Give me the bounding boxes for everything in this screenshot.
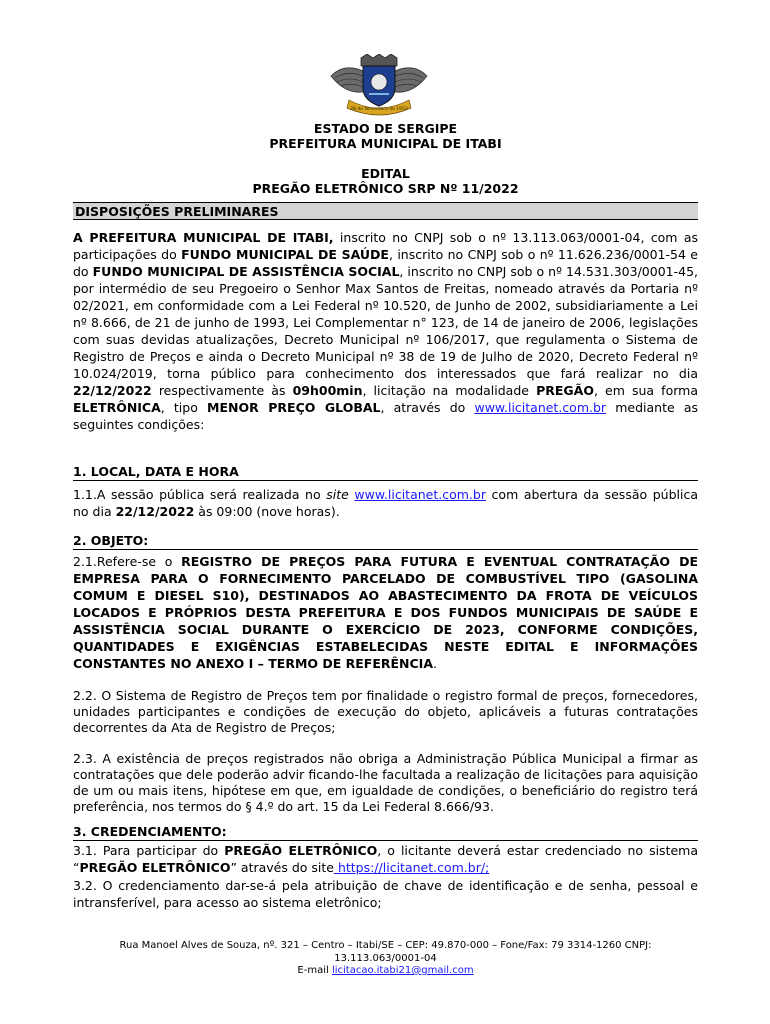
paragraph-2-2: 2.2. O Sistema de Registro de Preços tem por finalidade o registro formal de preços, fornecedores, unidades participantes e condições de execução do objeto, aplicáveis a futuras contratações decorrentes da Ata de Registro de Preços; xyxy=(73,688,698,735)
paragraph-2-3: 2.3. A existência de preços registrados não obriga a Administração Pública Municipal a firmar as contratações que dele poderão advir ficando-lhe facultada a realização de licitações para aquisição de um ou mais itens, hipótese em que, em igualdade de condições, o beneficiário do registro terá preferência, nos termos do § 4.º do art. 15 da Lei Federal 8.666/93. xyxy=(73,751,698,814)
coat-of-arms-icon xyxy=(325,54,433,118)
licitanet-site-link[interactable]: https://licitanet.com.br/; xyxy=(333,860,490,875)
crest-ribbon-text: 28 de Novembro de 1953 xyxy=(350,107,408,112)
footer-email-line: E-mail licitacao.itabi21@gmail.com xyxy=(297,965,474,976)
header-state: ESTADO DE SERGIPE xyxy=(313,121,458,136)
header-edital: EDITAL xyxy=(361,166,410,181)
paragraph-preliminares: A PREFEITURA MUNICIPAL DE ITABI, inscrito no CNPJ sob o nº 13.113.063/0001-04, com as participações do FUNDO MUNICIPAL DE SAÚDE, inscrito no CNPJ sob o nº 11.626.236/0001-54 e do FUNDO MUNICIPAL DE ASSISTÊNCIA SOCIAL, inscrito no CNPJ sob o nº 14.531.303/0001-45, por intermédio de seu Pregoeiro o Senhor Max Santos de Freitas, nomeado através da Portaria nº 02/2021, em conformidade com a Lei Federal nº 10.520, de Junho de 2002, subsidiariamente a Lei nº 8.666, de 21 de junho de 1993, Lei Complementar n° 123, de 14 de janeiro de 2006, legislações com suas devidas atualizações, Decreto Municipal nº 106/2017, que regulamenta o Sistema de Registro de Preços e ainda o Decreto Municipal nº 38 de 19 de Julho de 2020, Decreto Federal nº 10.024/2019, torna público para conhecimento dos interessados que fará realizar no dia 22/12/2022 respectivamente às 09h00min, licitação na modalidade PREGÃO, em sua forma ELETRÔNICA, tipo MENOR PREÇO GLOBAL, através do www.licitanet.com.br mediante as seguintes condições: xyxy=(73,230,699,432)
footer-address: Rua Manoel Alves de Souza, nº. 321 – Centro – Itabi/SE – CEP: 49.870-000 – Fone/Fax: 79 3314-1260 CNPJ: xyxy=(119,940,652,951)
section-title-preliminares: DISPOSIÇÕES PRELIMINARES xyxy=(73,202,698,220)
footer-cnpj: 13.113.063/0001-04 xyxy=(334,952,437,964)
header-municipality: PREFEITURA MUNICIPAL DE ITABI xyxy=(269,136,502,151)
email-link[interactable]: licitacao.itabi21@gmail.com xyxy=(331,965,474,976)
paragraph-2-1: 2.1.Refere-se o REGISTRO DE PREÇOS PARA FUTURA E EVENTUAL CONTRATAÇÃO DE EMPRESA PARA O FORNECIMENTO PARCELADO DE COMBUSTÍVEL TIPO (GASOLINA COMUM E DIESEL S10), DESTINADOS AO ABASTECIMENTO DA FROTA DE VEÍCULOS LOCADOS E PRÓPRIOS DESTA PREFEITURA E DOS FUNDOS MUNICIPAIS DE SAÚDE E ASSISTÊNCIA SOCIAL DURANTE O EXERCÍCIO DE 2023, CONFORME CONDIÇÕES, QUANTIDADES E EXIGÊNCIAS ESTABELECIDAS NESTE EDITAL E INFORMAÇÕES CONSTANTES NO ANEXO I – TERMO DE REFERÊNCIA. xyxy=(73,554,698,671)
footer xyxy=(73,940,698,978)
section-title-credenciamento: 3. CREDENCIAMENTO: xyxy=(73,823,698,841)
licitanet-link[interactable]: www.licitanet.com.br xyxy=(354,487,486,502)
licitanet-link[interactable]: www.licitanet.com.br xyxy=(474,400,607,415)
section-title-objeto: 2. OBJETO: xyxy=(73,532,698,550)
paragraph-3-1: 3.1. Para participar do PREGÃO ELETRÔNICO, o licitante deverá estar credenciado no sistema “PREGÃO ELETRÔNICO” através do site https://licitanet.com.br/; xyxy=(73,843,698,875)
paragraph-3-2: 3.2. O credenciamento dar-se-á pela atribuição de chave de identificação e de senha, pessoal e intransferível, para acesso ao sistema eletrônico; xyxy=(73,878,698,910)
paragraph-1-1: 1.1.A sessão pública será realizada no site www.licitanet.com.br com abertura da sessão pública no dia 22/12/2022 às 09:00 (nove horas). xyxy=(73,487,698,519)
header-pregao: PREGÃO ELETRÔNICO SRP Nº 11/2022 xyxy=(252,181,519,196)
section-title-local: 1. LOCAL, DATA E HORA xyxy=(73,463,698,481)
